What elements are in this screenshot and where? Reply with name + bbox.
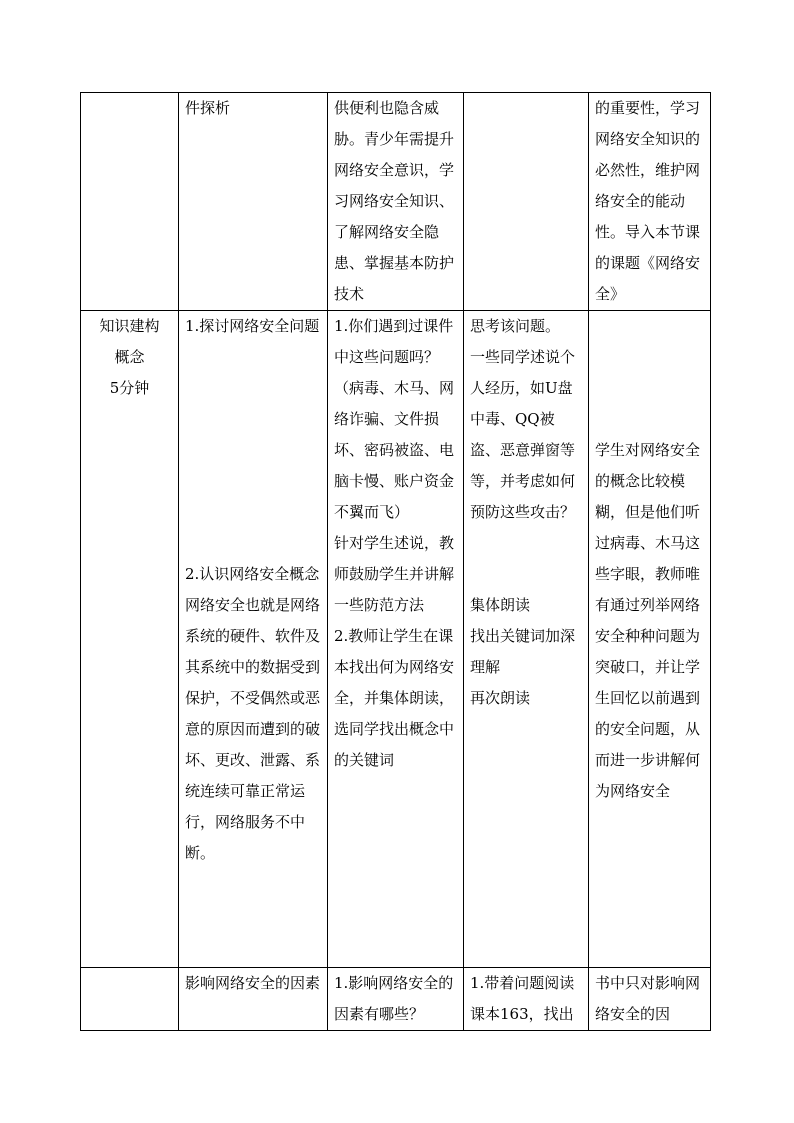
cell-text: 学生对网络安全的概念比较模糊，但是他们听过病毒、木马这些字眼，教师唯有通过列举网络安全种种问题为突破口，并让学生回忆以前遇到的安全问题，从而进一步讲解何为网络安全 xyxy=(595,441,701,800)
teacher-activity-cell xyxy=(328,968,464,1031)
content-cell xyxy=(179,311,328,968)
cell-text: 一些同学述说个人经历，如U盘中毒、QQ被盗、恶意弹窗等等，并考虑如何预防这些攻击？ xyxy=(470,348,576,521)
stage-label: 概念 xyxy=(114,348,145,366)
stage-label: 知识建构 xyxy=(99,317,160,335)
cell-text: 影响网络安全的因素 xyxy=(185,974,321,992)
cell-text: 针对学生述说，教师鼓励学生并讲解一些防范方法 xyxy=(334,534,455,614)
design-intent-cell xyxy=(589,968,711,1031)
cell-text: 书中只对影响网络安全的因 xyxy=(595,974,701,1023)
stage-duration: 5分钟 xyxy=(109,379,150,397)
cell-text: 再次朗读 xyxy=(470,689,531,707)
content-cell xyxy=(179,968,328,1031)
stage-cell xyxy=(81,311,179,968)
cell-text: 1.影响网络安全的因素有哪些？ xyxy=(334,974,454,1023)
cell-text: 件探析 xyxy=(185,99,231,117)
student-activity-cell xyxy=(464,311,589,968)
cell-text: 的重要性，学习网络安全知识的必然性，维护网络安全的能动性。导入本节课的课题《网络安全》 xyxy=(595,99,701,303)
cell-text: 2.教师让学生在课本找出何为网络安全，并集体朗读，选同学找出概念中的关键词 xyxy=(334,627,455,769)
lesson-plan-table xyxy=(80,92,711,1031)
table-row xyxy=(81,311,711,968)
cell-text: 找出关键词加深理解 xyxy=(470,627,576,676)
design-intent-cell xyxy=(589,93,711,311)
cell-text: 供便利也隐含威胁。青少年需提升网络安全意识，学习网络安全知识、了解网络安全隐患、掌握基本防护技术 xyxy=(334,99,455,303)
stage-cell xyxy=(81,968,179,1031)
design-intent-cell xyxy=(589,311,711,968)
cell-text: 1.探讨网络安全问题 xyxy=(185,317,320,335)
table-row xyxy=(81,968,711,1031)
stage-cell xyxy=(81,93,179,311)
cell-text: 1.你们遇到过课件中这些问题吗？（病毒、木马、网络诈骗、文件损坏、密码被盗、电脑卡慢、账户资金不翼而飞） xyxy=(334,317,455,521)
cell-text: 集体朗读 xyxy=(470,596,531,614)
cell-text: 2.认识网络安全概念 xyxy=(185,565,320,583)
cell-text: 思考该问题。 xyxy=(470,317,561,335)
table-row xyxy=(81,93,711,311)
cell-text: 网络安全也就是网络系统的硬件、软件及其系统中的数据受到保护，不受偶然或恶意的原因而遭到的破坏、更改、泄露、系统连续可靠正常运行，网络服务不中断。 xyxy=(185,596,321,862)
teacher-activity-cell xyxy=(328,311,464,968)
student-activity-cell xyxy=(464,93,589,311)
cell-text: 1.带着问题阅读课本163，找出 xyxy=(470,974,575,1023)
content-cell xyxy=(179,93,328,311)
student-activity-cell xyxy=(464,968,589,1031)
teacher-activity-cell xyxy=(328,93,464,311)
